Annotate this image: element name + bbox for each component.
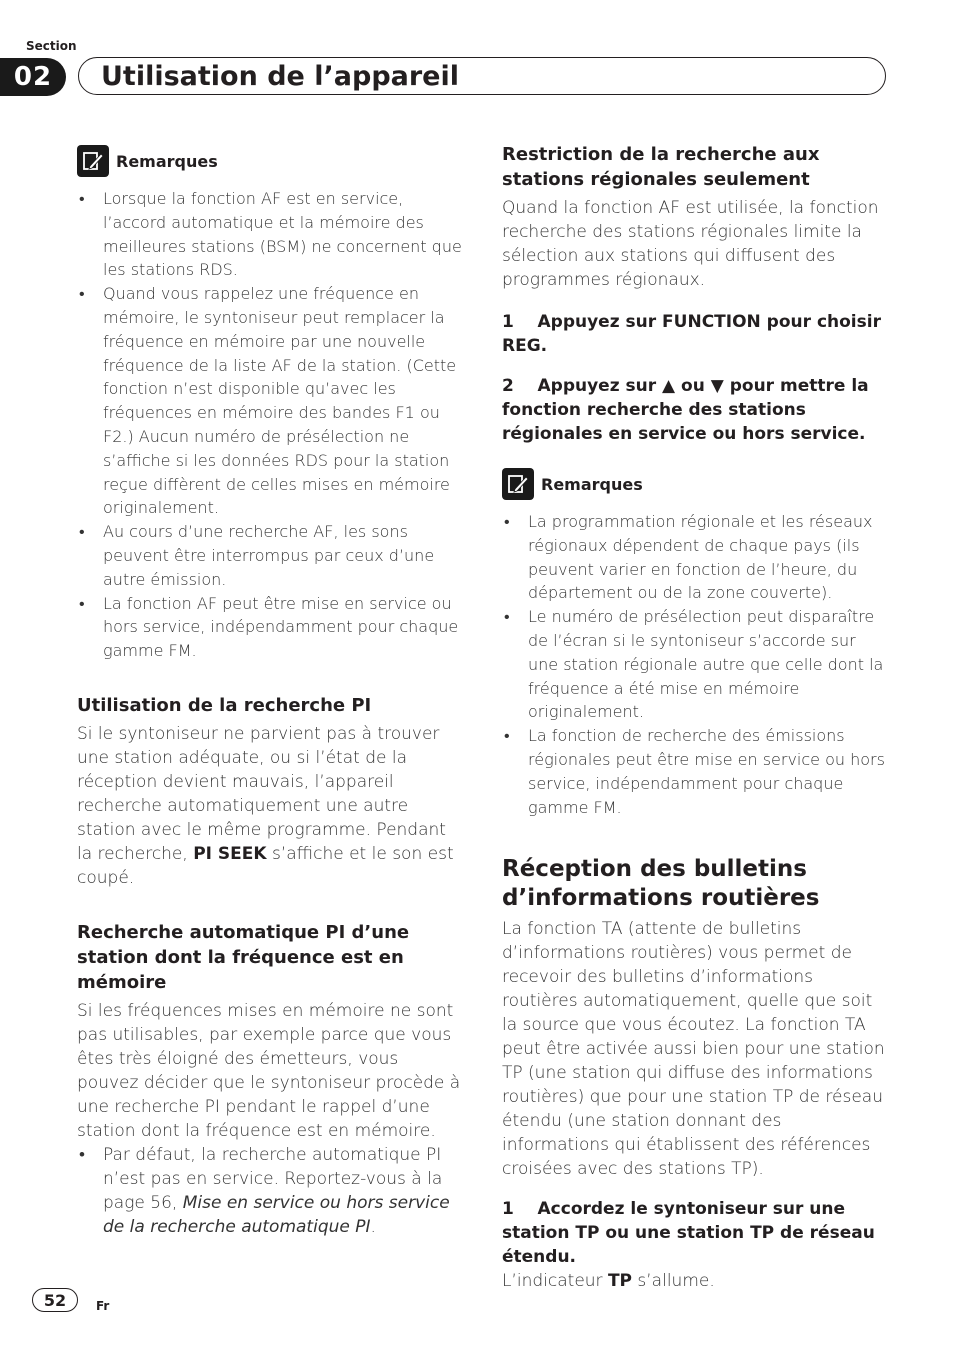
reg-text: Quand la fonction AF est utilisée, la fonction recherche des stations régionales limite la sélection aux stations qui diffusent des programmes régionaux.	[502, 198, 879, 290]
notes-list	[77, 187, 465, 663]
list-item: • La fonction de recherche des émissions régionales peut être mise en service ou hors service, indépendamment pour chaque gamme FM.	[502, 724, 890, 819]
list-item: • La fonction AF peut être mise en service ou hors service, indépendamment pour chaque gamme FM.	[77, 592, 465, 663]
auto-pi-text: Si les fréquences mises en mémoire ne sont pas utilisables, par exemple parce que vous êtes très éloigné des émetteurs, vous pouvez décider que le syntoniseur procède à une recherche PI pendant le rappel d’une station dont la fréquence est en mémoire.	[77, 1000, 461, 1141]
ta-heading: Réception des bulletins d’informations routières	[502, 856, 820, 912]
reg-step-2: 2 Appuyez sur ▲ ou ▼ pour mettre la fonction recherche des stations régionales en service ou hors service.	[502, 376, 875, 444]
list-item: • Quand vous rappelez une fréquence en mémoire, le syntoniseur peut remplacer la fréquence en mémoire par une nouvelle fréquence de la liste AF de la station. (Cette fonction n’est disponible qu’avec les fréquences en mémoire des bandes F1 ou F2.) Aucun numéro de présélection ne s’affiche si les données RDS pour la station reçue diffèrent de celles mises en mémoire originalement.	[77, 282, 465, 520]
ta-step-1-result	[502, 1269, 890, 1293]
list-item: • La programmation régionale et les réseaux régionaux dépendent de chaque pays (ils peuvent varier en fonction de l’heure, du département ou de la zone couverte).	[502, 510, 890, 605]
page-title	[78, 57, 886, 95]
notes-header	[502, 468, 890, 500]
auto-pi-bullet-end: .	[370, 1216, 376, 1237]
list-item	[77, 1143, 465, 1239]
page-reference-link[interactable]: Mise en service ou hors service de la recherche automatique PI	[103, 1192, 450, 1237]
auto-pi-list	[77, 1143, 465, 1239]
note-pencil-icon	[502, 468, 534, 500]
reg-step-1: 1 Appuyez sur FUNCTION pour choisir REG.	[502, 312, 887, 356]
right-column	[502, 142, 890, 1293]
notes-list	[502, 510, 890, 819]
pi-text-a: Si le syntoniseur ne parvient pas à trouver une station adéquate, ou si l’état de la réception devient mauvais, l’appareil recherche automatiquement une autre station avec le même programme. Pendant la recherche,	[77, 723, 446, 864]
section-number: 02	[0, 58, 66, 96]
list-item: • Le numéro de présélection peut disparaître de l’écran si le syntoniseur s’accorde sur une station régionale autre que celle dont la fréquence a été mise en mémoire originalement.	[502, 605, 890, 724]
language-label: Fr	[96, 1299, 110, 1313]
auto-pi-bullet-text: Par défaut, la recherche automatique PI n’est pas en service. Reportez-vous à la page 56,	[103, 1144, 443, 1213]
pi-text	[77, 722, 465, 890]
ta-text: La fonction TA (attente de bulletins d’informations routières) vous permet de recevoir des bulletins d’informations routières automatiquement, quelle que soit la source que vous écoutez. La fonction TA peut être activée aussi bien pour une station TP (une station qui diffuse des informations routières) que pour une station TP de réseau étendu (une station donnant des informations qui établissent des références croisées avec des stations TP).	[502, 919, 885, 1180]
pi-seek-label: PI SEEK	[193, 843, 267, 864]
tp-indicator-label: TP	[607, 1271, 633, 1292]
notes-header	[77, 145, 465, 177]
list-item: • Lorsque la fonction AF est en service, l’accord automatique et la mémoire des meilleures stations (BSM) ne concernent que les stations RDS.	[77, 187, 465, 282]
ta-result-b: s’allume.	[637, 1271, 715, 1292]
section-label: Section	[26, 39, 77, 53]
notes-title: Remarques	[116, 151, 218, 171]
notes-title: Remarques	[541, 474, 643, 494]
page-title-text: Utilisation de l’appareil	[101, 60, 460, 92]
page-number: 52	[32, 1288, 78, 1312]
auto-pi-heading: Recherche automatique PI d’une station dont la fréquence est en mémoire	[77, 921, 410, 993]
list-item: • Au cours d’une recherche AF, les sons peuvent être interrompus par ceux d’une autre émission.	[77, 520, 465, 591]
ta-step-1: 1 Accordez le syntoniseur sur une station TP ou une station TP de réseau étendu.	[502, 1199, 881, 1268]
pi-heading: Utilisation de la recherche PI	[77, 694, 372, 716]
pi-text-b: s’affiche et le son est coupé.	[77, 843, 454, 888]
left-column	[77, 145, 465, 1239]
reg-heading: Restriction de la recherche aux stations régionales seulement	[502, 144, 820, 190]
ta-result-a: L’indicateur	[502, 1271, 603, 1292]
note-pencil-icon	[77, 145, 109, 177]
